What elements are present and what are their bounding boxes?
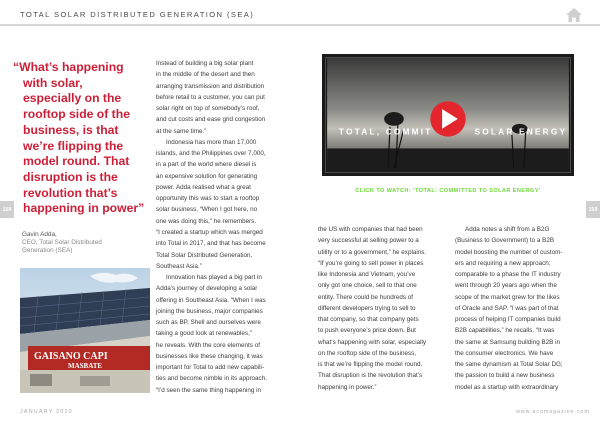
article-line: he reveals. With the core elements of [156,341,260,349]
article-line: like Indonesia and Vietnam, you’ve [318,271,416,279]
article-line: entity. There could be hundreds of [318,293,413,301]
article-line: ers and requiring a new approach; [455,259,551,267]
article-line: happening in power.” [318,383,377,391]
article-line: an expensive solution for generating [156,172,258,180]
video-thumbnail[interactable] [325,57,571,173]
article-line: Instead of building a big solar plant [156,60,254,67]
article-line: the same dynamism at Total Solar DG; [455,361,563,369]
article-line: “If you’re going to sell power in places [318,259,424,267]
article-column-1 [156,58,308,396]
attribution-role: CEO, Total Solar Distributed Generation (SEA) [22,239,102,255]
article-line: the passion to build a new business [455,372,555,380]
header-divider [0,24,600,26]
article-line: what’s happening with solar, especially [318,338,427,346]
article-line: Southeast Asia.” [156,262,202,270]
article-line: before retail to a customer, you can put [156,93,265,101]
pull-quote-line: revolution that’s [23,185,118,200]
article-line: is that we’re flipping the model round. [318,361,423,369]
article-line: the same at Samsung building B2B in [455,338,561,346]
article-line: ties and become nimble in its approach. [156,375,267,383]
article-line: the consumer electronics. We have [455,349,554,357]
footer-url[interactable]: www.ecomagazine.com [516,409,590,415]
article-line: businesses like these changing, it was [156,352,263,360]
article-line: into Total in 2017, and that has become [156,240,266,248]
article-line: of Oracle and SAP. “I was part of that [455,304,559,312]
article-line: process of helping IT companies build [455,316,561,324]
rooftop-solar-photo [20,268,150,393]
article-line: power. Adda realised what a great [156,183,251,191]
article-line: one was doing this,” he remembers. [156,217,257,225]
play-icon[interactable] [430,101,465,136]
article-line: “I’d seen the same thing happening in [156,386,262,394]
article-line: comparable to a phase the IT industry [455,271,561,279]
article-column-2 [318,224,442,393]
pull-quote-line: especially on the [23,91,122,106]
article-line: Innovation has played a big part in [166,274,262,282]
sign-line-1: GAISANO CAPI [34,351,108,362]
article-line: that company, so that company gets [318,316,419,324]
article-line: opportunity this was to start a rooftop [156,195,260,203]
running-header: TOTAL SOLAR DISTRIBUTED GENERATION (SEA) [20,10,255,19]
article-line: in a part of the world where diesel is [156,161,257,169]
article-line: and cut costs and ease grid congestion [156,116,266,124]
pull-quote-line: business, is that [23,122,119,137]
article-line: at the same time.” [156,127,207,135]
article-line: model boosting the number of custom- [455,248,563,256]
article-line: only got one choice, sell to that one [318,282,417,290]
article-line: B2B capabilities,” he recalls. “It was [455,327,555,335]
article-line: important for Total to add new capabili- [156,364,265,372]
article-line: utility or to a government,” he explains. [318,248,427,256]
article-line: That disruption is the revolution that’s [318,372,423,380]
article-line: scope of the market grew for the likes [455,293,560,301]
article-line: taking a good look at renewables,” [156,330,252,338]
article-line: (Business to Government) to a B2B [455,237,555,245]
pull-quote-line: disruption is the [23,169,118,184]
video-overlay-right: SOLAR ENERGY [474,126,568,137]
home-icon[interactable] [566,8,582,22]
pull-quote-line: rooftop side of the [23,107,130,122]
article-line: joining the business, major companies [156,307,263,315]
article-line: on the rooftop side of the business, [318,349,417,357]
article-line: Adda notes a shift from a B2G [465,226,550,233]
article-line: islands, and the Philippines over 7,000, [156,150,266,158]
video-overlay-left: TOTAL, COMMIT [338,126,433,137]
sign-line-2: MASBATE [68,362,103,370]
video-caption[interactable]: CLICK TO WATCH: ‘TOTAL: COMMITTED TO SOLAR ENERGY’ [355,188,541,194]
article-line: in the middle of the desert and then [156,71,255,79]
article-line: solar business. “When I got here, no [156,206,258,214]
article-line: such as BP, Shell and ourselves were [156,319,261,327]
footer-date: JANUARY 2020 [20,409,73,415]
pull-quote-line: “What’s happening [13,60,124,74]
article-line: solar right on top of somebody’s roof, [156,105,260,113]
attribution-name: Gavin Adda, [22,231,57,238]
article-line: to push everyone’s price down. But [318,327,416,335]
article-line: went through 20 years ago when the [455,282,557,290]
pull-quote-line: with solar, [23,75,83,90]
article-line: very successful at selling power to a [318,237,419,245]
page-number-right: 159 [586,201,600,218]
pull-quote-line: model round. That [23,154,130,169]
pull-quote-line: we’re flipping the [23,138,124,153]
pull-quote [13,60,163,217]
article-line: Adda’s journey of developing a solar [156,285,258,293]
article-line: the US with companies that had been [318,226,423,233]
article-line: arranging transmission and distribution [156,82,265,90]
pull-quote-line: happening in power” [23,201,145,216]
video-player[interactable] [322,54,574,176]
article-line: offering in Southeast Asia. “When I was [156,296,266,304]
article-line: Total Solar Distributed Generation, [156,251,253,259]
article-column-3 [455,224,580,393]
article-line: “I created a startup which was merged [156,228,263,236]
page-number-left: 158 [0,201,14,218]
article-line: Indonesia has more than 17,000 [166,138,257,146]
article-line: different developers trying to sell to [318,304,416,312]
article-line: model as a startup with extraordinary [455,383,559,391]
